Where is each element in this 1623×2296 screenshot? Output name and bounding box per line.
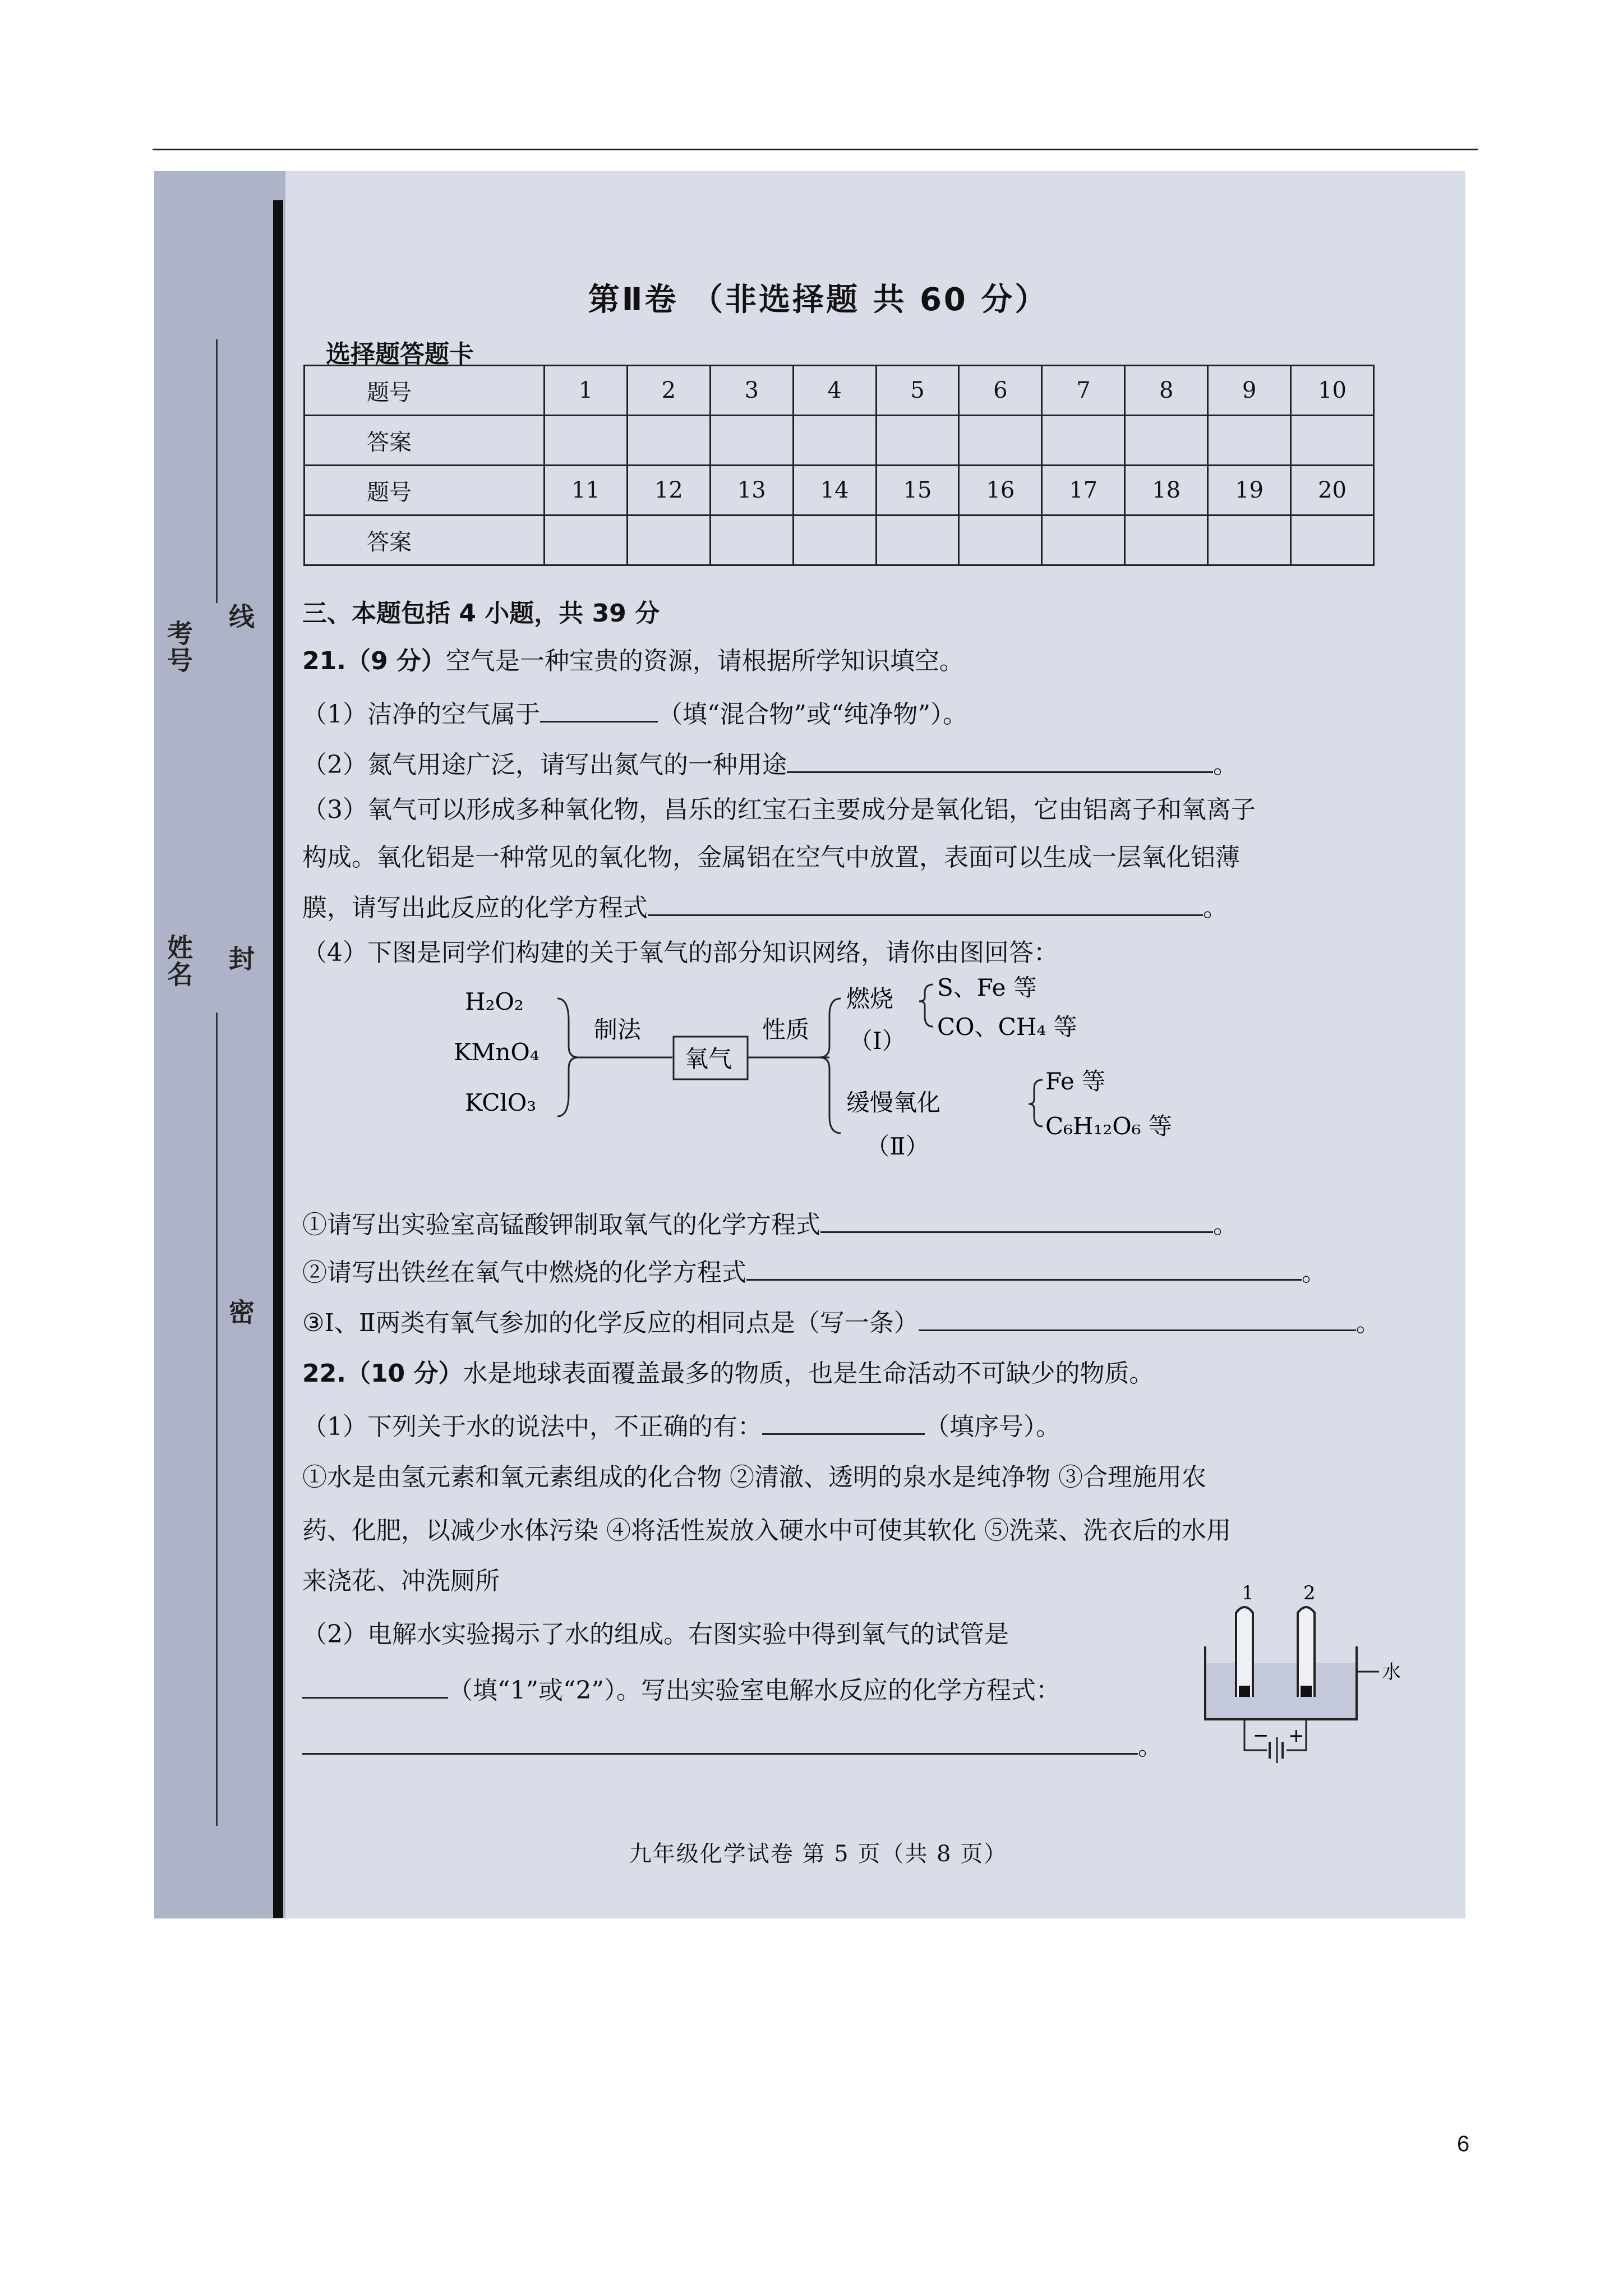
exam-no-label: 考号 <box>163 620 193 674</box>
q21-part3-text: 膜，请写出此反应的化学方程式 <box>302 894 648 922</box>
question-number: 10 <box>1291 366 1374 416</box>
network-prep-label: 制法 <box>594 1016 642 1043</box>
page-footer: 九年级化学试卷 第 5 页（共 8 页） <box>629 1841 1008 1867</box>
q21-sub1 <box>302 1209 1238 1239</box>
secret-mark: 密 <box>225 1299 255 1326</box>
positive-sign: + <box>1288 1724 1304 1747</box>
sources-brace <box>557 999 578 1116</box>
network-source: KMnO₄ <box>454 1038 540 1066</box>
q22-number: 22.（10 分） <box>302 1359 463 1388</box>
q21-sub3 <box>302 1307 1381 1337</box>
answer-label: 答案 <box>305 416 545 466</box>
table-row <box>305 416 1374 466</box>
network-prop-label: 性质 <box>762 1016 810 1043</box>
network-burn-tag: （Ⅰ） <box>849 1027 906 1055</box>
question-number: 11 <box>545 466 628 516</box>
table-row <box>305 366 1374 416</box>
answer-cell[interactable] <box>959 516 1042 565</box>
answer-card-title: 选择题答题卡 <box>326 340 474 369</box>
q21-number: 21.（9 分） <box>302 647 446 675</box>
question-number: 8 <box>1125 366 1208 416</box>
q22-equation-end: 。 <box>1138 1732 1163 1761</box>
q22-stem <box>302 1360 1154 1387</box>
line-mark: 线 <box>225 603 255 630</box>
q21-part4: （4）下图是同学们构建的关于氧气的部分知识网络，请你由图回答： <box>302 938 1058 967</box>
question-number: 20 <box>1291 466 1374 516</box>
question-number: 12 <box>627 466 710 516</box>
q21-sub1-end: 。 <box>1213 1211 1238 1239</box>
slow-brace <box>1029 1080 1043 1126</box>
q22-part2-line2 <box>302 1674 1061 1704</box>
q21-sub3-text: ③Ⅰ、Ⅱ两类有氧气参加的化学反应的相同点是（写一条） <box>302 1309 919 1337</box>
exam-paper <box>285 171 1465 1918</box>
q21-part1-hint: （填“混合物”或“纯净物”）。 <box>658 700 967 729</box>
answer-cell[interactable] <box>1042 416 1125 466</box>
seal-mark: 封 <box>225 945 255 972</box>
q22-part1-text: （1）下列关于水的说法中，不正确的有： <box>302 1412 762 1441</box>
q21-part2-blank[interactable] <box>787 749 1213 773</box>
question-number: 14 <box>793 466 876 516</box>
section-heading: 三、本题包括 4 小题，共 39 分 <box>302 599 660 628</box>
answer-cell[interactable] <box>876 416 959 466</box>
answer-cell[interactable] <box>793 516 876 565</box>
q21-part3-line3 <box>302 892 1228 922</box>
answer-cell[interactable] <box>627 516 710 565</box>
q21-sub1-blank[interactable] <box>820 1209 1213 1233</box>
table-row <box>305 516 1374 565</box>
oxygen-knowledge-network <box>454 976 1351 1161</box>
q21-part3-line2: 构成。氧化铝是一种常见的氧化物，金属铝在空气中放置，表面可以生成一层氧化铝薄 <box>302 843 1240 872</box>
electrode-2 <box>1301 1686 1312 1697</box>
network-source: KClO₃ <box>465 1089 537 1116</box>
question-number: 18 <box>1125 466 1208 516</box>
question-number: 6 <box>959 366 1042 416</box>
answer-cell[interactable] <box>1042 516 1125 565</box>
answer-cell[interactable] <box>1125 416 1208 466</box>
answer-label: 答案 <box>305 516 545 565</box>
q22-stem-text: 水是地球表面覆盖最多的物质，也是生命活动不可缺少的物质。 <box>463 1359 1154 1388</box>
answer-cell[interactable] <box>1125 516 1208 565</box>
q22-part1 <box>302 1411 1061 1441</box>
answer-cell[interactable] <box>959 416 1042 466</box>
answer-cell[interactable] <box>710 416 793 466</box>
q21-stem <box>302 648 964 675</box>
network-source: H₂O₂ <box>465 988 524 1015</box>
water-level <box>1206 1663 1355 1718</box>
binding-line <box>273 200 283 1918</box>
network-burn-item: CO、CH₄ 等 <box>937 1013 1077 1041</box>
q22-part1-hint: （填序号）。 <box>925 1412 1061 1441</box>
question-number: 9 <box>1208 366 1291 416</box>
q21-part2 <box>302 749 1238 779</box>
network-slow: 缓慢氧化 <box>846 1089 941 1116</box>
table-row <box>305 466 1374 516</box>
header-rule <box>153 149 1478 150</box>
q22-option-line3: 来浇花、冲洗厕所 <box>302 1567 500 1595</box>
question-number: 5 <box>876 366 959 416</box>
network-slow-item: Fe 等 <box>1045 1068 1106 1095</box>
electrolysis-diagram <box>1194 1579 1413 1770</box>
answer-cell[interactable] <box>1208 416 1291 466</box>
answer-cell[interactable] <box>1208 516 1291 565</box>
exam-page-photo <box>154 171 1465 1918</box>
negative-sign: − <box>1253 1724 1269 1747</box>
network-burn: 燃烧 <box>846 985 894 1013</box>
answer-cell[interactable] <box>710 516 793 565</box>
q21-sub1-text: ①请写出实验室高锰酸钾制取氧气的化学方程式 <box>302 1211 820 1239</box>
exam-no-blank <box>216 339 218 603</box>
question-number-label: 题号 <box>305 366 545 416</box>
question-number: 19 <box>1208 466 1291 516</box>
q22-part1-blank[interactable] <box>762 1411 925 1435</box>
q21-part1-text: （1）洁净的空气属于 <box>302 700 540 729</box>
q22-part2-line1: （2）电解水实验揭示了水的组成。右图实验中得到氧气的试管是 <box>302 1620 1009 1649</box>
q21-sub2-text: ②请写出铁丝在氧气中燃烧的化学方程式 <box>302 1258 746 1287</box>
answer-cell[interactable] <box>545 416 628 466</box>
question-number: 4 <box>793 366 876 416</box>
test-tube-1 <box>1236 1607 1253 1697</box>
q21-part3-blank[interactable] <box>648 892 1203 916</box>
answer-cell[interactable] <box>793 416 876 466</box>
electrode-1 <box>1239 1686 1250 1697</box>
q21-sub3-end: 。 <box>1355 1309 1381 1337</box>
q21-part3-end: 。 <box>1203 894 1228 922</box>
page-number: 6 <box>1457 2132 1470 2156</box>
question-number: 17 <box>1042 466 1125 516</box>
answer-cell[interactable] <box>876 516 959 565</box>
q21-part3-line1: （3）氧气可以形成多种氧化物，昌乐的红宝石主要成分是氧化铝，它由铝离子和氧离子 <box>302 795 1256 824</box>
tube-2-label: 2 <box>1303 1582 1316 1604</box>
question-number: 13 <box>710 466 793 516</box>
question-number: 16 <box>959 466 1042 516</box>
name-blank <box>216 1013 218 1405</box>
answer-card-table <box>303 365 1375 566</box>
q21-sub2-blank[interactable] <box>746 1257 1302 1281</box>
q21-part1-blank[interactable] <box>540 698 658 723</box>
q21-stem-text: 空气是一种宝贵的资源，请根据所学知识填空。 <box>445 647 964 675</box>
question-number: 1 <box>545 366 628 416</box>
q22-part2-hint: （填“1”或“2”）。写出实验室电解水反应的化学方程式： <box>448 1676 1061 1705</box>
burn-brace <box>919 984 933 1027</box>
answer-cell[interactable] <box>1291 416 1374 466</box>
network-center: 氧气 <box>685 1045 732 1073</box>
q22-tube-blank[interactable] <box>302 1674 448 1699</box>
bottom-blank <box>216 1377 218 1826</box>
answer-cell[interactable] <box>627 416 710 466</box>
tube-1-label: 1 <box>1242 1582 1254 1604</box>
q21-part2-text: （2）氮气用途广泛，请写出氮气的一种用途 <box>302 751 787 779</box>
q21-sub2 <box>302 1257 1326 1286</box>
question-number: 15 <box>876 466 959 516</box>
q22-equation-line <box>302 1731 1163 1760</box>
network-burn-item: S、Fe 等 <box>937 976 1037 1001</box>
question-number: 7 <box>1042 366 1125 416</box>
answer-cell[interactable] <box>545 516 628 565</box>
question-number: 3 <box>710 366 793 416</box>
question-number: 2 <box>627 366 710 416</box>
network-slow-tag: （Ⅱ） <box>866 1133 929 1160</box>
q22-option-line1: ①水是由氢元素和氧元素组成的化合物 ②清澈、透明的泉水是纯净物 ③合理施用农 <box>302 1463 1206 1492</box>
network-slow-item: C₆H₁₂O₆ 等 <box>1045 1112 1172 1140</box>
test-tube-2 <box>1298 1607 1315 1697</box>
q21-part1 <box>302 698 967 728</box>
q21-sub3-blank[interactable] <box>919 1307 1356 1331</box>
part-title: 第Ⅱ卷 （非选择题 共 60 分） <box>588 282 1049 318</box>
question-number-label: 题号 <box>305 466 545 516</box>
q21-sub2-end: 。 <box>1302 1258 1326 1287</box>
q22-equation-blank[interactable] <box>302 1731 1138 1755</box>
name-label: 姓名 <box>163 934 193 988</box>
q21-part2-end: 。 <box>1213 751 1238 779</box>
q22-option-line2: 药、化肥，以减少水体污染 ④将活性炭放入硬水中可使其软化 ⑤洗菜、洗衣后的水用 <box>302 1516 1231 1545</box>
water-label: 水 <box>1382 1661 1401 1683</box>
answer-cell[interactable] <box>1291 516 1374 565</box>
property-brace <box>819 999 841 1133</box>
